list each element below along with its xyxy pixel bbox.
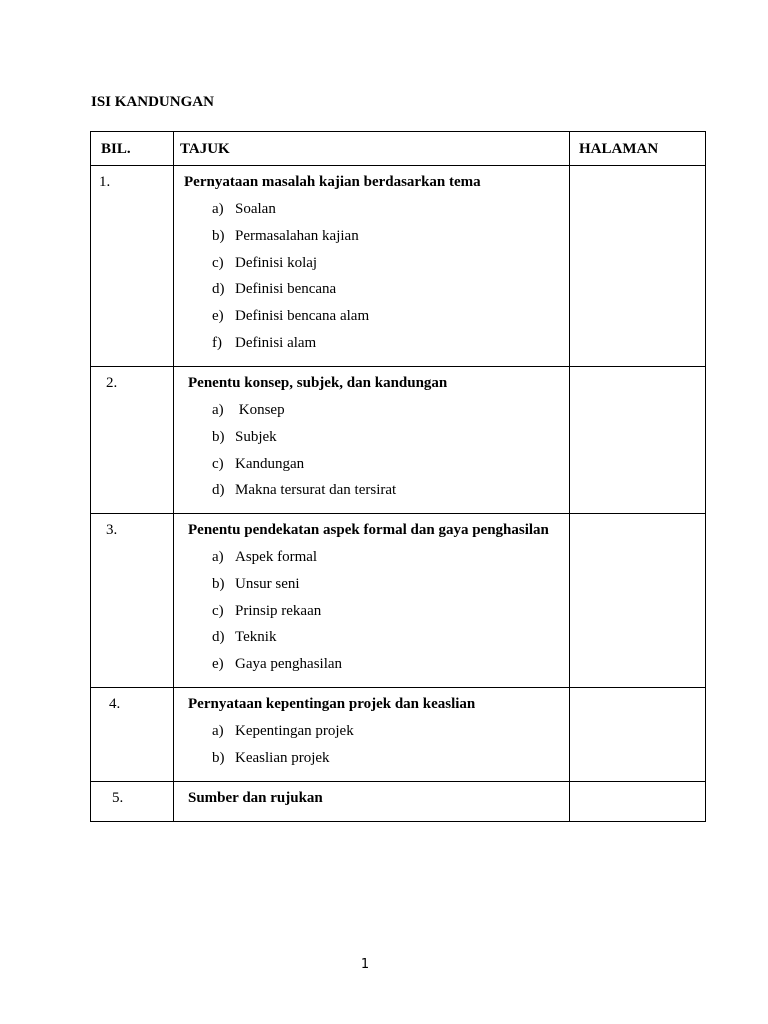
subtopic-item xyxy=(188,628,569,655)
subtopic-text: Teknik xyxy=(235,629,277,646)
page-number: 1 xyxy=(360,957,370,972)
row-page-cell xyxy=(570,367,706,514)
row-topic xyxy=(174,688,570,782)
table-header-row xyxy=(91,132,706,166)
subtopic-item xyxy=(184,280,569,307)
row-number: 5. xyxy=(91,782,174,822)
subtopic-item xyxy=(188,548,569,575)
subtopic-text: Permasalahan kajian xyxy=(235,227,359,244)
subtopic-text: Soalan xyxy=(235,201,276,217)
section-title: Sumber dan rujukan xyxy=(188,790,323,806)
section-title: Penentu konsep, subjek, dan kandungan xyxy=(188,375,448,391)
subtopic-text: Definisi bencana xyxy=(235,281,337,298)
subtopic-letter: b) xyxy=(212,575,225,592)
subtopic-item xyxy=(188,481,569,508)
subtopic-text: Aspek formal xyxy=(235,549,318,565)
row-topic xyxy=(174,782,570,822)
row-topic xyxy=(174,166,570,367)
subtopic-letter: f) xyxy=(212,334,222,351)
row-number: 4. xyxy=(91,688,174,782)
subtopic-letter: e) xyxy=(212,308,224,325)
row-page-cell xyxy=(570,166,706,367)
subtopic-letter: c) xyxy=(212,602,224,619)
subtopic-letter: a) xyxy=(212,402,224,418)
table-row xyxy=(91,166,706,367)
subtopic-letter: c) xyxy=(212,455,224,472)
subtopic-text: Makna tersurat dan tersirat xyxy=(235,482,397,499)
subtopic-list xyxy=(188,722,569,776)
subtopic-text: Gaya penghasilan xyxy=(235,656,343,673)
header-bil: BIL. xyxy=(91,132,174,166)
subtopic-letter: e) xyxy=(212,656,224,673)
subtopic-text: Keaslian projek xyxy=(235,749,330,766)
subtopic-list xyxy=(188,548,569,682)
table-row xyxy=(91,688,706,782)
table-row xyxy=(91,782,706,822)
subtopic-text: Unsur seni xyxy=(235,575,300,592)
subtopic-text: Kandungan xyxy=(235,455,305,472)
section-title: Penentu pendekatan aspek formal dan gaya penghasilan xyxy=(188,522,549,538)
subtopic-list xyxy=(184,200,569,361)
subtopic-text: Subjek xyxy=(235,428,277,445)
header-tajuk: TAJUK xyxy=(174,132,570,166)
section-title: Pernyataan kepentingan projek dan keaslian xyxy=(188,696,476,712)
subtopic-letter: b) xyxy=(212,749,225,766)
subtopic-item xyxy=(184,254,569,281)
table-body xyxy=(91,166,706,822)
subtopic-item xyxy=(184,227,569,254)
subtopic-item xyxy=(184,334,569,361)
row-page-cell xyxy=(570,514,706,688)
subtopic-letter: d) xyxy=(212,629,225,646)
row-number: 1. xyxy=(91,166,174,367)
row-number: 3. xyxy=(91,514,174,688)
subtopic-text: Definisi kolaj xyxy=(235,254,318,271)
row-number: 2. xyxy=(91,367,174,514)
subtopic-text: Kepentingan projek xyxy=(235,723,354,739)
subtopic-item xyxy=(184,307,569,334)
table-of-contents xyxy=(90,131,706,822)
row-page-cell xyxy=(570,782,706,822)
subtopic-item xyxy=(188,749,569,776)
subtopic-letter: b) xyxy=(212,428,225,445)
subtopic-text: Konsep xyxy=(235,402,285,418)
subtopic-letter: c) xyxy=(212,254,224,271)
subtopic-item xyxy=(188,655,569,682)
subtopic-letter: a) xyxy=(212,723,224,739)
subtopic-item xyxy=(188,401,569,428)
subtopic-text: Definisi alam xyxy=(235,334,317,351)
subtopic-letter: d) xyxy=(212,281,225,298)
subtopic-list xyxy=(188,401,569,508)
subtopic-letter: d) xyxy=(212,482,225,499)
subtopic-letter: a) xyxy=(212,201,224,217)
subtopic-letter: b) xyxy=(212,227,225,244)
row-topic xyxy=(174,514,570,688)
header-halaman: HALAMAN xyxy=(570,132,706,166)
table-row xyxy=(91,367,706,514)
row-page-cell xyxy=(570,688,706,782)
subtopic-item xyxy=(188,575,569,602)
document-title: ISI KANDUNGAN xyxy=(91,94,214,110)
subtopic-text: Prinsip rekaan xyxy=(235,602,322,619)
subtopic-text: Definisi bencana alam xyxy=(235,308,370,325)
subtopic-letter: a) xyxy=(212,549,224,565)
subtopic-item xyxy=(184,200,569,227)
row-topic xyxy=(174,367,570,514)
table-row xyxy=(91,514,706,688)
section-title: Pernyataan masalah kajian berdasarkan tema xyxy=(184,174,481,190)
subtopic-item xyxy=(188,722,569,749)
subtopic-item xyxy=(188,455,569,482)
subtopic-item xyxy=(188,428,569,455)
subtopic-item xyxy=(188,602,569,629)
